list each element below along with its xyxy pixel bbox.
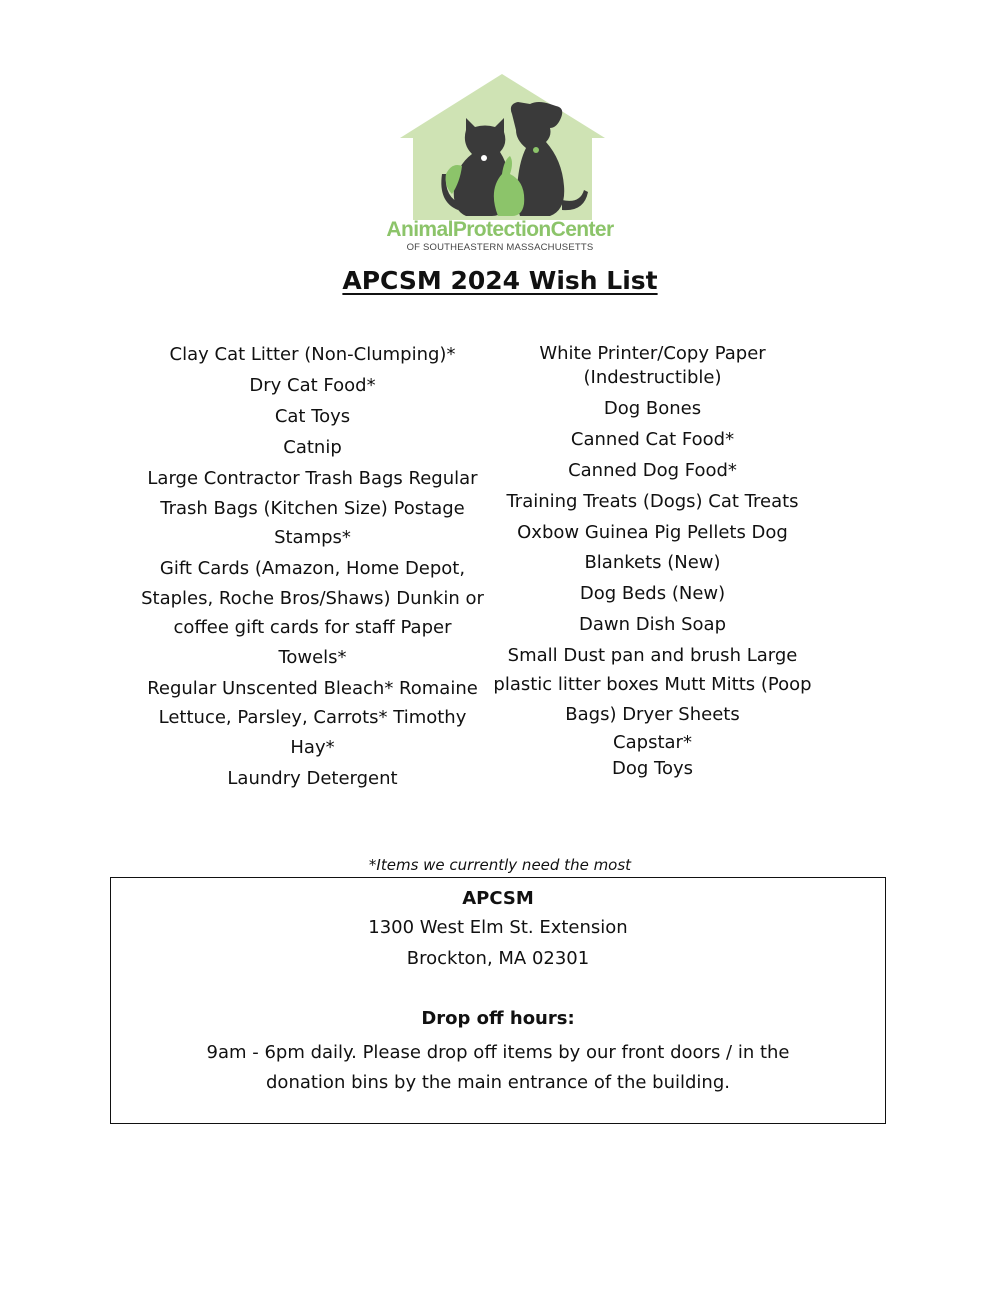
list-item: Oxbow Guinea Pig Pellets Dog Blankets (New) <box>517 522 788 573</box>
list-item: Dog Toys <box>612 758 693 779</box>
list-item: Dry Cat Food* <box>249 375 376 396</box>
list-item: Dog Beds (New) <box>579 582 726 604</box>
org-name: APCSM <box>462 888 534 909</box>
list-item: Laundry Detergent <box>227 767 398 789</box>
list-item: Dawn Dish Soap <box>578 613 726 635</box>
address-line-1: 1300 West Elm St. Extension <box>368 917 628 938</box>
list-item: Small Dust pan and brush Large plastic litter boxes Mutt Mitts (Poop Bags) Dryer Sheets <box>493 644 812 725</box>
logo-subtitle: OF SOUTHEASTERN MASSACHUSETTS <box>406 242 594 253</box>
list-item: Canned Cat Food* <box>570 429 735 450</box>
address-line-2: Brockton, MA 02301 <box>406 948 590 969</box>
info-box <box>110 877 886 1124</box>
hours-title: Drop off hours: <box>421 1008 575 1029</box>
right-wish-list <box>490 340 815 783</box>
left-wish-list <box>140 340 485 795</box>
footnote: *Items we currently need the most <box>368 856 632 874</box>
list-item: Cat Toys <box>274 406 351 427</box>
list-item: Clay Cat Litter (Non-Clumping)* <box>169 344 456 365</box>
list-item: Large Contractor Trash Bags Regular Trash Bags (Kitchen Size) Postage Stamps* <box>147 468 478 548</box>
list-item: Catnip <box>283 437 342 458</box>
logo <box>380 70 620 260</box>
dog-collar-tag <box>533 147 539 153</box>
hours-text: 9am - 6pm daily. Please drop off items by our front doors / in the donation bins by the main entrance of the building. <box>206 1042 790 1093</box>
cat-collar-tag <box>481 155 487 161</box>
logo-name: AnimalProtectionCenter <box>386 218 614 241</box>
list-item: Canned Dog Food* <box>568 460 737 481</box>
list-item: White Printer/Copy Paper (Indestructible) <box>539 343 766 388</box>
list-item: Capstar* <box>613 732 692 753</box>
list-item: Regular Unscented Bleach* Romaine Lettuce, Parsley, Carrots* Timothy Hay* <box>147 677 478 758</box>
list-item: Gift Cards (Amazon, Home Depot, Staples, Roche Bros/Shaws) Dunkin or coffee gift cards for staff Paper Towels* <box>141 558 484 668</box>
list-item: Training Treats (Dogs) Cat Treats <box>506 491 799 512</box>
page-title: APCSM 2024 Wish List <box>342 266 658 295</box>
list-item: Dog Bones <box>603 398 702 419</box>
animal-protection-center-logo-graphic <box>380 70 620 220</box>
